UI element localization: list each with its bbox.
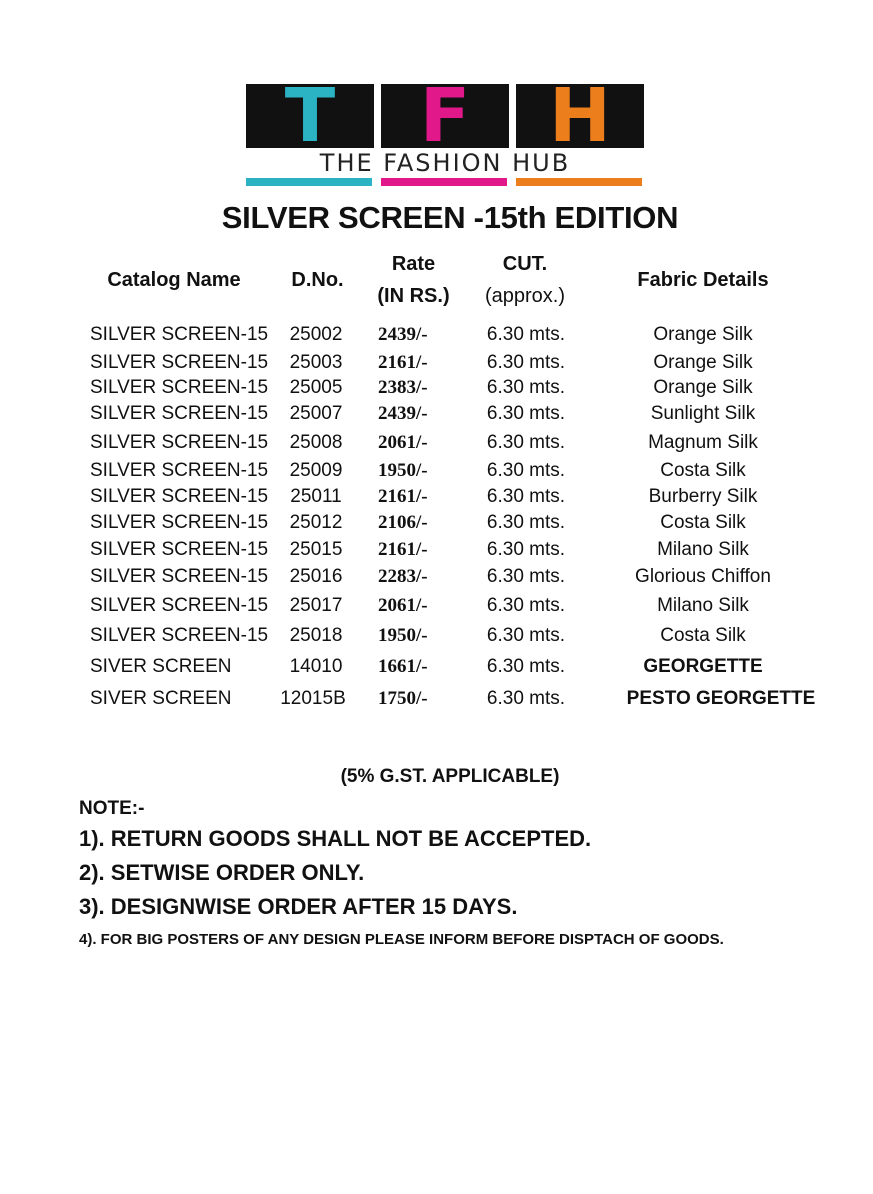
cell-rate: 2439/- [378, 403, 428, 424]
cell-dno: 14010 [289, 656, 343, 677]
cell-fabric: Milano Silk [657, 539, 749, 560]
cell-cut: 6.30 mts. [486, 460, 566, 481]
cell-cut: 6.30 mts. [486, 595, 566, 616]
cell-dno: 25009 [289, 460, 343, 481]
cell-catalog: SILVER SCREEN-15 [90, 539, 269, 560]
header-cut-line1: CUT. [502, 253, 548, 275]
cell-dno: 25012 [289, 512, 343, 533]
cell-catalog: SILVER SCREEN-15 [90, 595, 269, 616]
cell-fabric: Magnum Silk [648, 432, 758, 453]
cell-fabric: Burberry Silk [648, 486, 758, 507]
cell-catalog: SILVER SCREEN-15 [90, 403, 269, 424]
catalog-title: SILVER SCREEN -15th EDITION [221, 200, 679, 235]
header-rate [366, 248, 461, 312]
cell-cut: 6.30 mts. [486, 656, 566, 677]
table-row [0, 564, 873, 590]
gst-notice: (5% G.ST. APPLICABLE) [340, 766, 560, 787]
cell-catalog: SIVER SCREEN [90, 688, 232, 709]
cell-dno: 25003 [289, 352, 343, 373]
cell-catalog: SILVER SCREEN-15 [90, 460, 269, 481]
cell-cut: 6.30 mts. [486, 539, 566, 560]
logo-block-f [381, 84, 509, 148]
cell-rate: 1950/- [378, 625, 428, 646]
cell-cut: 6.30 mts. [486, 403, 566, 424]
cell-rate: 2439/- [378, 324, 428, 345]
table-row [0, 430, 873, 456]
note-item: 4). FOR BIG POSTERS OF ANY DESIGN PLEASE INFORM BEFORE DISPTACH OF GOODS. [79, 931, 724, 948]
table-row [0, 654, 873, 680]
logo-brand-name: THE FASHION HUB [319, 149, 571, 177]
cell-cut: 6.30 mts. [486, 352, 566, 373]
cell-fabric: GEORGETTE [643, 656, 763, 677]
cell-cut: 6.30 mts. [486, 486, 566, 507]
cell-dno: 25015 [289, 539, 343, 560]
cell-fabric: Orange Silk [653, 352, 753, 373]
header-rate-line1: Rate [391, 253, 436, 275]
cell-rate: 2061/- [378, 595, 428, 616]
header-cut [470, 248, 580, 312]
cell-dno: 25008 [289, 432, 343, 453]
cell-catalog: SILVER SCREEN-15 [90, 352, 269, 373]
cell-rate: 2161/- [378, 486, 428, 507]
cell-cut: 6.30 mts. [486, 432, 566, 453]
cell-fabric: Orange Silk [653, 324, 753, 345]
cell-catalog: SILVER SCREEN-15 [90, 324, 269, 345]
cell-rate: 2283/- [378, 566, 428, 587]
cell-catalog: SILVER SCREEN-15 [90, 432, 269, 453]
table-row [0, 510, 873, 536]
cell-cut: 6.30 mts. [486, 377, 566, 398]
note-label: NOTE:- [79, 798, 145, 819]
cell-rate: 2161/- [378, 539, 428, 560]
cell-dno: 25018 [289, 625, 343, 646]
cell-fabric: Costa Silk [660, 625, 746, 646]
cell-catalog: SILVER SCREEN-15 [90, 486, 269, 507]
table-row [0, 537, 873, 563]
cell-catalog: SILVER SCREEN-15 [90, 512, 269, 533]
cell-catalog: SILVER SCREEN-15 [90, 377, 269, 398]
cell-catalog: SIVER SCREEN [90, 656, 232, 677]
table-row [0, 458, 873, 484]
logo-letter-t: T [284, 84, 336, 148]
table-row [0, 401, 873, 427]
note-item: 3). DESIGNWISE ORDER AFTER 15 DAYS. [79, 894, 518, 919]
logo-block-t [246, 84, 374, 148]
table-row [0, 686, 873, 712]
header-catalog-name: Catalog Name [107, 269, 241, 291]
table-row [0, 593, 873, 619]
cell-cut: 6.30 mts. [486, 324, 566, 345]
cell-fabric: Orange Silk [653, 377, 753, 398]
cell-rate: 2383/- [378, 377, 428, 398]
cell-fabric: Costa Silk [660, 512, 746, 533]
cell-rate: 2161/- [378, 352, 428, 373]
note-item: 1). RETURN GOODS SHALL NOT BE ACCEPTED. [79, 826, 592, 851]
cell-rate: 1750/- [378, 688, 428, 709]
cell-fabric: Sunlight Silk [650, 403, 756, 424]
cell-rate: 2061/- [378, 432, 428, 453]
cell-dno: 25002 [289, 324, 343, 345]
note-item: 2). SETWISE ORDER ONLY. [79, 860, 365, 885]
logo-block-h [516, 84, 644, 148]
logo-stripe-orange [516, 178, 642, 186]
table-row [0, 623, 873, 649]
cell-dno: 12015B [280, 688, 346, 709]
cell-cut: 6.30 mts. [486, 566, 566, 587]
logo-stripe-magenta [381, 178, 507, 186]
header-rate-line2: (IN RS.) [377, 285, 450, 307]
cell-fabric: PESTO GEORGETTE [626, 688, 816, 709]
cell-cut: 6.30 mts. [486, 512, 566, 533]
cell-fabric: Costa Silk [660, 460, 746, 481]
header-cut-line2: (approx.) [484, 285, 566, 307]
cell-dno: 25007 [289, 403, 343, 424]
header-fabric-details: Fabric Details [637, 269, 769, 291]
cell-rate: 1950/- [378, 460, 428, 481]
cell-dno: 25005 [289, 377, 343, 398]
cell-rate: 2106/- [378, 512, 428, 533]
header-design-number: D.No. [291, 269, 344, 291]
table-row [0, 350, 873, 376]
cell-fabric: Glorious Chiffon [635, 566, 771, 587]
logo-letter-f: F [419, 84, 471, 148]
cell-cut: 6.30 mts. [486, 625, 566, 646]
table-row [0, 484, 873, 510]
cell-dno: 25016 [289, 566, 343, 587]
table-row [0, 375, 873, 401]
logo-letter-h: H [549, 84, 611, 148]
cell-dno: 25011 [290, 486, 342, 507]
table-row [0, 322, 873, 348]
cell-fabric: Milano Silk [657, 595, 749, 616]
cell-catalog: SILVER SCREEN-15 [90, 566, 269, 587]
cell-catalog: SILVER SCREEN-15 [90, 625, 269, 646]
cell-rate: 1661/- [378, 656, 428, 677]
brand-logo [246, 84, 644, 186]
cell-cut: 6.30 mts. [486, 688, 566, 709]
logo-stripe-cyan [246, 178, 372, 186]
cell-dno: 25017 [289, 595, 343, 616]
